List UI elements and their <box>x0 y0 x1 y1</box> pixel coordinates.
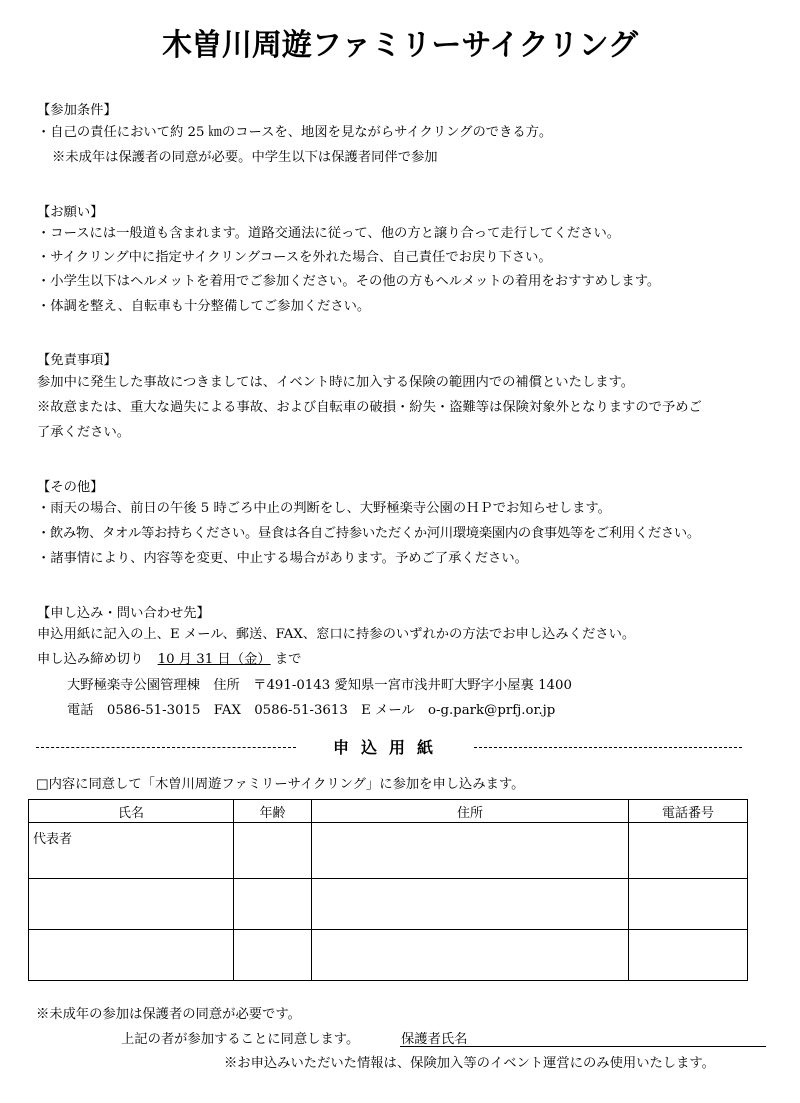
requests-line: ・コースには一般道も含まれます。道路交通法に従って、他の方と譲り合って走行してください。 <box>37 226 621 241</box>
disclaimer-line: 参加中に発生した事故につきましては、イベント時に加入する保険の範囲内での補償といたします。 <box>37 375 635 390</box>
privacy-note: ※お申込みいただいた情報は、保険加入等のイベント運営にのみ使用いたします。 <box>224 1056 715 1071</box>
divider-dash-right <box>474 747 742 748</box>
disclaimer-line: 了承ください。 <box>37 425 131 440</box>
name-cell[interactable] <box>29 930 234 981</box>
column-header-phone: 電話番号 <box>629 800 748 823</box>
guardian-signature-line[interactable] <box>400 1045 766 1047</box>
conditions-heading: 【参加条件】 <box>37 103 117 118</box>
other-heading: 【その他】 <box>37 480 104 495</box>
page-title: 木曽川周遊ファミリーサイクリング <box>161 28 639 63</box>
name-cell[interactable]: 代表者 <box>29 823 234 879</box>
table-row <box>29 823 748 879</box>
other-line: ・諸事情により、内容等を変更、中止する場合があります。予めご了承ください。 <box>37 551 528 566</box>
agree-text: 内容に同意して「木曽川周遊ファミリーサイクリング」に参加を申し込みます。 <box>48 777 525 792</box>
age-cell[interactable] <box>234 930 312 981</box>
column-header-age: 年齢 <box>234 800 312 823</box>
application-divider <box>36 735 742 761</box>
address-cell[interactable] <box>312 823 629 879</box>
application-form-title: 申込用紙 <box>332 738 445 757</box>
age-cell[interactable] <box>234 823 312 879</box>
conditions-line: ※未成年は保護者の同意が必要。中学生以下は保護者同伴で参加 <box>52 150 438 165</box>
phone-cell[interactable] <box>629 930 748 981</box>
other-line: ・飲み物、タオル等お持ちください。昼食は各自ご持参いただくか河川環境楽園内の食事処等をご利用ください。 <box>37 526 700 541</box>
phone-cell[interactable] <box>629 879 748 930</box>
agree-checkbox[interactable]: □ <box>36 777 49 792</box>
deadline-date: 10 月 31 日（金） <box>157 652 271 667</box>
table-row <box>29 930 748 981</box>
consent-text: 上記の者が参加することに同意します。 <box>121 1032 360 1047</box>
table-header-row <box>29 800 748 823</box>
guardian-name-label: 保護者氏名 <box>401 1032 468 1047</box>
requests-line: ・サイクリング中に指定サイクリングコースを外れた場合、自己責任でお戻り下さい。 <box>37 250 552 265</box>
contact-heading: 【申し込み・問い合わせ先】 <box>37 606 210 621</box>
contact-phone: 電話 0586-51-3015 FAX 0586-51-3613 E メール o-g.park@prfj.or.jp <box>67 703 556 718</box>
address-cell[interactable] <box>312 879 629 930</box>
requests-line: ・体調を整え、自転車も十分整備してご参加ください。 <box>37 299 371 314</box>
requests-line: ・小学生以下はヘルメットを着用でご参加ください。その他の方もヘルメットの着用をおすすめします。 <box>37 274 661 289</box>
other-line: ・雨天の場合、前日の午後 5 時ごろ中止の判断をし、大野極楽寺公園のＨＰでお知らせします。 <box>37 501 611 516</box>
column-header-address: 住所 <box>312 800 629 823</box>
application-table <box>28 799 748 981</box>
minor-note: ※未成年の参加は保護者の同意が必要です。 <box>36 1007 301 1022</box>
deadline-line <box>37 652 301 668</box>
contact-instructions: 申込用紙に記入の上、E メール、郵送、FAX、窓口に持参のいずれかの方法でお申し込みください。 <box>37 627 636 642</box>
requests-heading: 【お願い】 <box>37 205 104 220</box>
disclaimer-line: ※故意または、重大な過失による事故、および自転車の破損・紛失・盗難等は保険対象外となりますので予めご <box>37 400 702 415</box>
disclaimer-heading: 【免責事項】 <box>37 353 117 368</box>
deadline-label: 申し込み締め切り <box>37 652 144 667</box>
phone-cell[interactable] <box>629 823 748 879</box>
age-cell[interactable] <box>234 879 312 930</box>
deadline-suffix: まで <box>274 652 302 667</box>
agree-line <box>36 777 524 793</box>
conditions-line: ・自己の責任において約 25 ㎞のコースを、地図を見ながらサイクリングのできる方。 <box>37 125 553 140</box>
name-cell[interactable] <box>29 879 234 930</box>
column-header-name: 氏名 <box>29 800 234 823</box>
contact-address: 大野極楽寺公園管理棟 住所 〒491-0143 愛知県一宮市浅井町大野字小屋裏 1400 <box>67 678 572 693</box>
address-cell[interactable] <box>312 930 629 981</box>
table-row <box>29 879 748 930</box>
